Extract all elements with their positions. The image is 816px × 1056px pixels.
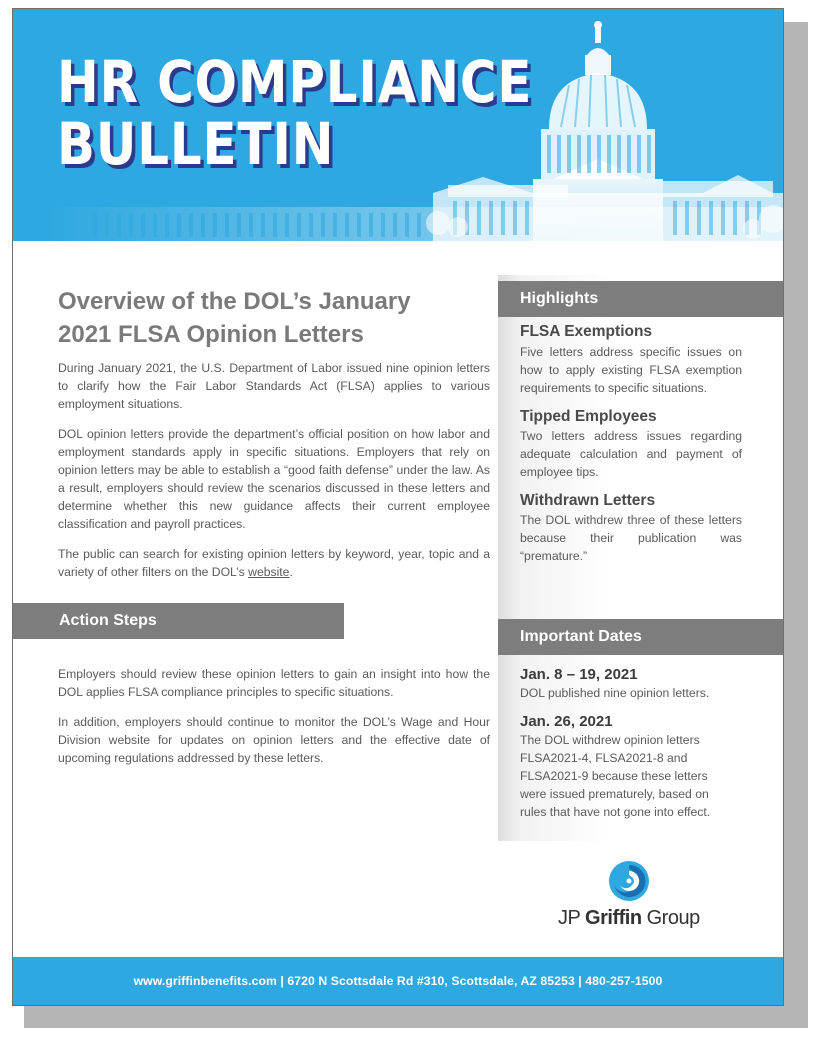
article-title-line2: 2021 FLSA Opinion Letters — [58, 321, 364, 348]
logo-bold: Griffin — [585, 907, 642, 929]
important-dates-header — [498, 619, 783, 655]
important-dates-heading: Important Dates — [520, 628, 642, 645]
highlight-title: Tipped Employees — [520, 408, 657, 425]
logo-suffix: Group — [641, 907, 700, 929]
date-text: The DOL withdrew opinion letters FLSA2021-4, FLSA2021-8 and FLSA2021-9 because these letters were issued prematurely, based on rules that have not gone into effect. — [520, 733, 711, 819]
company-logo-text — [558, 907, 700, 930]
logo-prefix: JP — [558, 907, 586, 929]
date-text: DOL published nine opinion letters. — [520, 686, 710, 700]
highlights-heading: Highlights — [520, 290, 599, 307]
article-title — [58, 285, 458, 351]
action-steps-paragraph: Employers should review these opinion letters to gain an insight into how the DOL applies FLSA compliance principles to specific situations. — [58, 667, 490, 699]
contact-footer — [13, 957, 783, 1005]
search-text: The public can search for existing opinion letters by keyword, year, topic and a variety of other filters on the DOL’s — [58, 547, 490, 579]
highlights-header — [498, 281, 783, 317]
bulletin-page — [12, 8, 784, 1006]
article-paragraph: DOL opinion letters provide the department’s official position on how labor and employment standards apply in specific situations. Employers that rely on opinion letters may be able to establish a “good faith defense” under the law. As a result, employers should review the scenarios discussed in these letters and determine whether this new guidance affects their current employee classification and payroll practices. — [58, 427, 490, 531]
highlight-text: Two letters address issues regarding adequate calculation and payment of employee tips. — [520, 429, 742, 479]
highlight-title: FLSA Exemptions — [520, 323, 653, 340]
action-steps-heading: Action Steps — [59, 612, 157, 629]
action-steps-header — [13, 603, 344, 639]
action-steps-paragraph: In addition, employers should continue to monitor the DOL’s Wage and Hour Division website for updates on opinion letters and the effective date of upcoming regulations addressed by these letters. — [58, 715, 490, 765]
article-title-line1: Overview of the DOL’s January — [58, 288, 411, 315]
bulletin-title-line1: HR COMPLIANCE — [57, 48, 533, 116]
highlight-title: Withdrawn Letters — [520, 492, 656, 509]
header-banner — [13, 9, 783, 241]
bulletin-title — [57, 48, 533, 178]
article-paragraph: During January 2021, the U.S. Department of Labor issued nine opinion letters to clarify how the Fair Labor Standards Act (FLSA) applies to various employment situations. — [58, 361, 490, 411]
search-text-end: . — [289, 565, 293, 579]
article-search-paragraph — [58, 545, 490, 581]
highlight-text: The DOL withdrew three of these letters because their publication was “premature.” — [520, 513, 742, 563]
footer-contact-text: www.griffinbenefits.com | 6720 N Scottsdale Rd #310, Scottsdale, AZ 85253 | 480-257-1500 — [133, 974, 663, 988]
website-link[interactable]: website — [248, 565, 290, 579]
highlight-text: Five letters address specific issues on how to apply existing FLSA exemption requirements to specific situations. — [520, 345, 742, 395]
date-title: Jan. 26, 2021 — [520, 713, 613, 730]
swirl-logo-icon — [607, 859, 651, 903]
bulletin-title-line2: BULLETIN — [57, 110, 335, 178]
date-title: Jan. 8 – 19, 2021 — [520, 666, 638, 683]
